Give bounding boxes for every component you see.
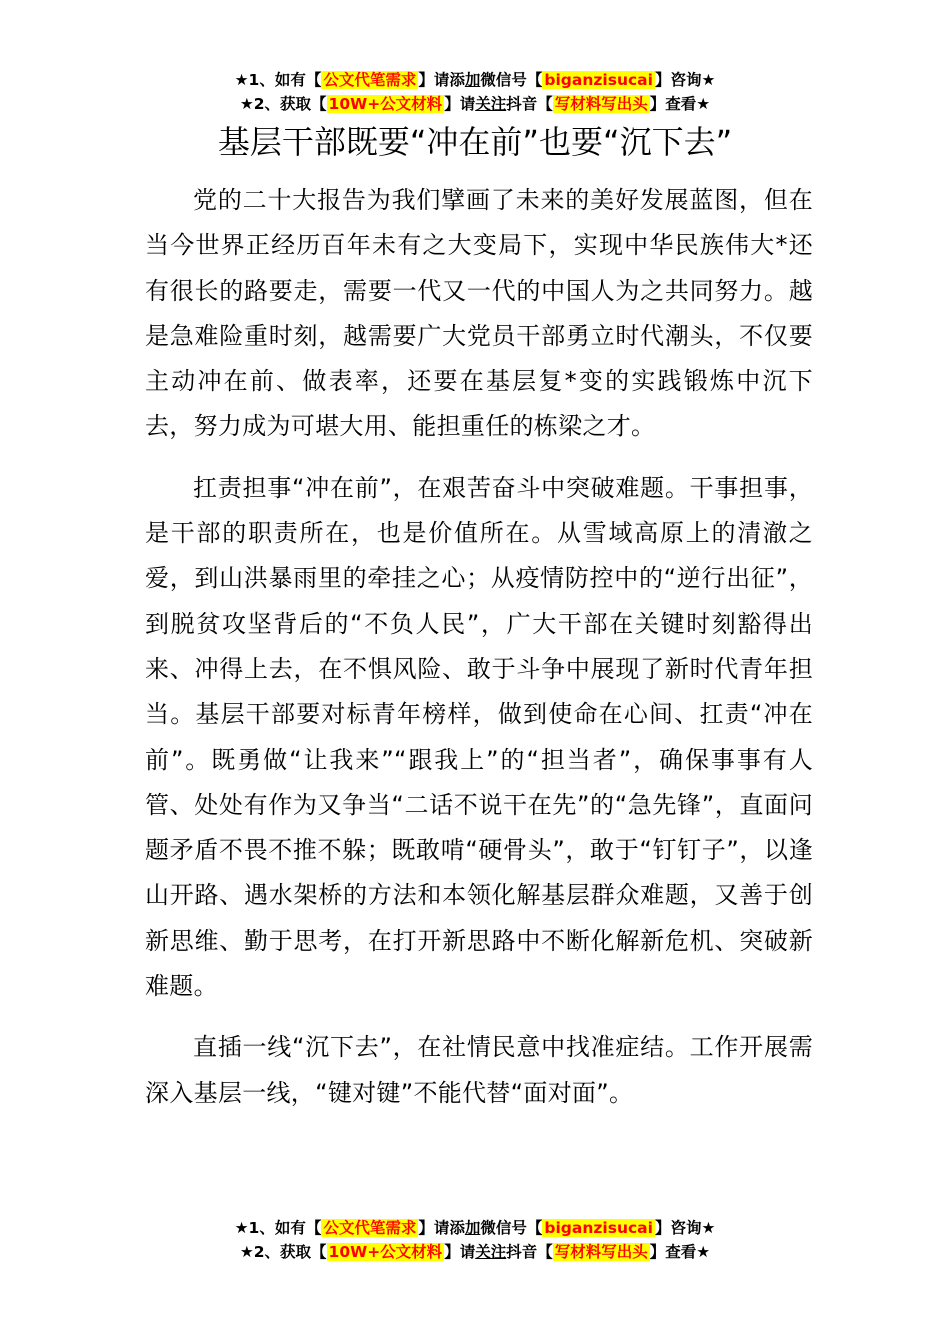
banner-text: 】咨询★	[654, 1219, 716, 1237]
banner-text: ★2、获取【	[239, 95, 327, 113]
banner-text: ★1、如有【	[234, 1219, 322, 1237]
highlight-douyin: 写材料写出头	[554, 1243, 648, 1261]
highlight-wechat-id: biganzisucai	[544, 1219, 653, 1237]
banner-text: 加	[464, 1219, 481, 1237]
banner-text: 抖音【	[506, 95, 553, 113]
banner-text: 】请添	[418, 1219, 465, 1237]
banner-text: ★1、如有【	[234, 71, 322, 89]
banner-text: 加	[464, 71, 481, 89]
banner-line-2	[0, 1240, 950, 1264]
banner-text: 】查看★	[649, 95, 711, 113]
banner-text: 抖音【	[506, 1243, 553, 1261]
document-body	[145, 178, 813, 1132]
banner-line-1	[0, 68, 950, 92]
banner-text: 关注	[475, 1243, 507, 1261]
banner-text: 】请	[444, 95, 476, 113]
header-banner	[0, 68, 950, 116]
banner-text: 微信号【	[480, 71, 543, 89]
banner-text: ★2、获取【	[239, 1243, 327, 1261]
banner-text: 】查看★	[649, 1243, 711, 1261]
paragraph: 直插一线“沉下去”，在社情民意中找准症结。工作开展需深入基层一线，“键对键”不能代替“面对面”。	[145, 1033, 813, 1107]
highlight-wechat-id: biganzisucai	[544, 71, 653, 89]
paragraph: 扛责担事“冲在前”，在艰苦奋斗中突破难题。干事担事，是干部的职责所在，也是价值所在。从雪域高原上的清澈之爱，到山洪暴雨里的牵挂之心；从疫情防控中的“逆行出征”，到脱贫攻坚背后的“不负人民”，广大干部在关键时刻豁得出来、冲得上去，在不惧风险、敢于斗争中展现了新时代青年担当。基层干部要对标青年榜样，做到使命在心间、扛责“冲在前”。既勇做“让我来”“跟我上”的“担当者”，确保事事有人管、处处有作为又争当“二话不说干在先”的“急先锋”，直面问题矛盾不畏不推不躲；既敢啃“硬骨头”，敢于“钉钉子”，以逢山开路、遇水架桥的方法和本领化解基层群众难题，又善于创新思维、勤于思考，在打开新思路中不断化解新危机、突破新难题。	[145, 473, 813, 1001]
highlight-materials: 10W+公文材料	[328, 95, 443, 113]
document-title: 基层干部既要“冲在前”也要“沉下去”	[217, 123, 733, 161]
banner-text: 】咨询★	[654, 71, 716, 89]
banner-text: 】请	[444, 1243, 476, 1261]
banner-text: 关注	[475, 95, 507, 113]
highlight-douyin: 写材料写出头	[554, 95, 648, 113]
banner-line-1	[0, 1216, 950, 1240]
banner-text: 微信号【	[480, 1219, 543, 1237]
banner-text: 】请添	[418, 71, 465, 89]
highlight-materials: 10W+公文材料	[328, 1243, 443, 1261]
banner-line-2	[0, 92, 950, 116]
footer-banner	[0, 1216, 950, 1264]
paragraph: 党的二十大报告为我们擘画了未来的美好发展蓝图，但在当今世界正经历百年未有之大变局下，实现中华民族伟大*还有很长的路要走，需要一代又一代的中国人为之共同努力。越是急难险重时刻，越需要广大党员干部勇立时代潮头，不仅要主动冲在前、做表率，还要在基层复*变的实践锻炼中沉下去，努力成为可堪大用、能担重任的栋梁之才。	[145, 186, 813, 441]
highlight-service: 公文代笔需求	[323, 71, 417, 89]
highlight-service: 公文代笔需求	[323, 1219, 417, 1237]
